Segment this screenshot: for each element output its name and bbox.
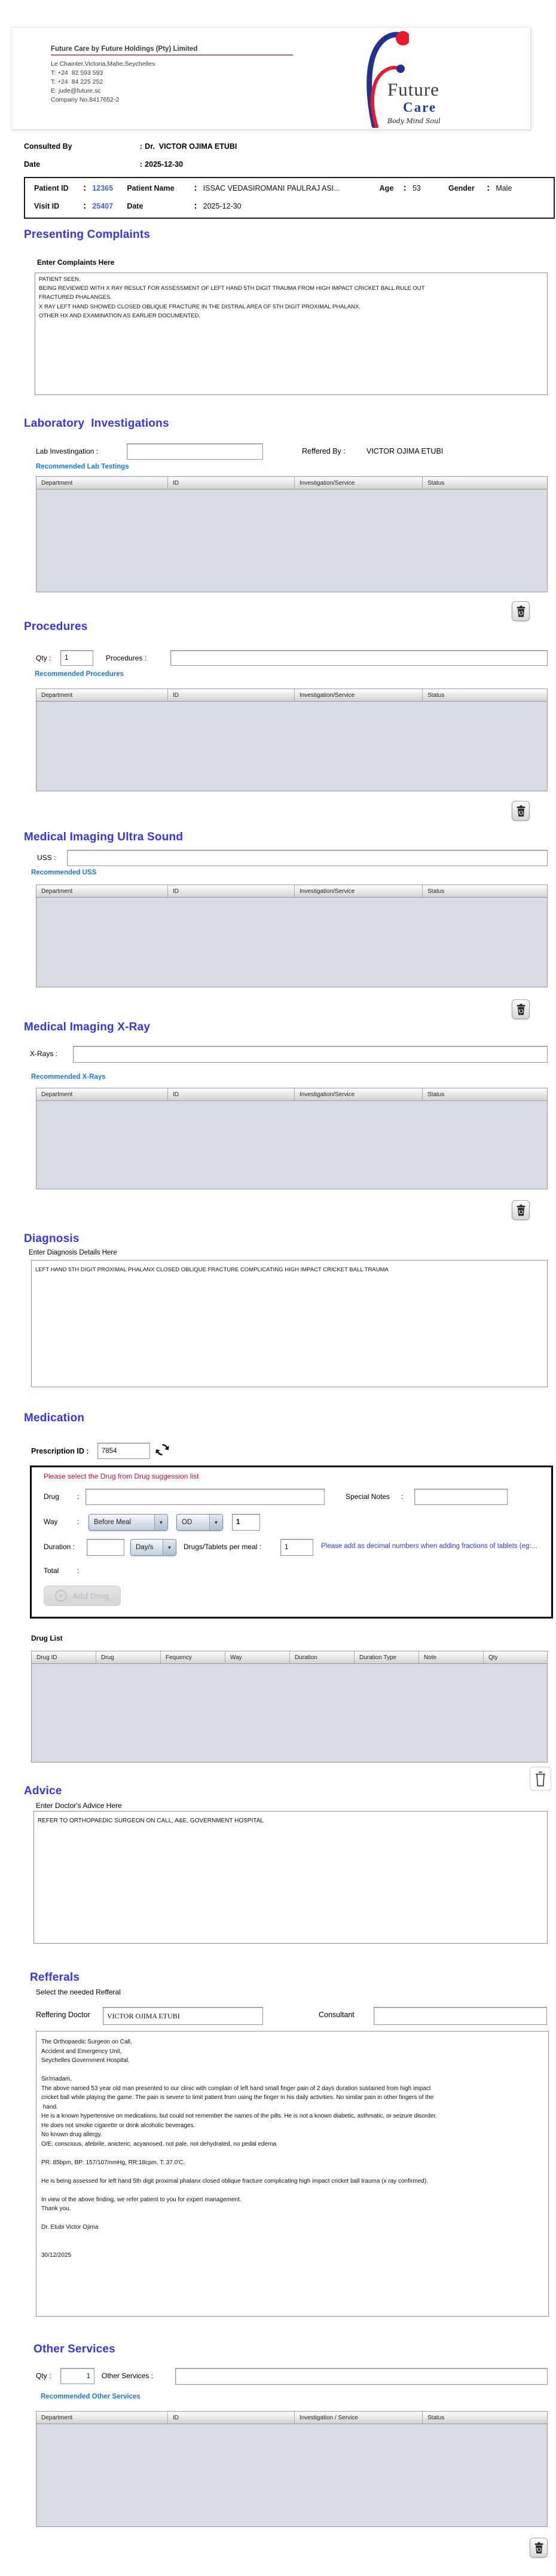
lab-investigation-label: Lab Investingation : (36, 447, 99, 455)
table-header-row (36, 2411, 548, 2424)
xray-table-body[interactable] (36, 1101, 548, 1189)
diagnosis-textarea[interactable] (31, 1260, 548, 1387)
title-divider (51, 54, 293, 56)
add-drug-button[interactable] (44, 1586, 121, 1606)
colon: : (77, 1518, 80, 1526)
column-header: Fequency (161, 1651, 225, 1663)
drug-input[interactable] (85, 1489, 325, 1505)
lab-table-body[interactable] (36, 489, 548, 592)
column-header: Way (225, 1651, 290, 1663)
uss-trash-button[interactable] (512, 999, 530, 1019)
colon: : (140, 142, 143, 151)
company-address: Le Chainter,Victoria,Mahe,Seychelles (51, 60, 155, 68)
fraction-note: Please add as decimal numbers when adding fractions of tablets (eg:... (321, 1543, 537, 1550)
age-label: Age (379, 184, 394, 192)
column-header: Investigation / Service (295, 2412, 423, 2424)
column-header: Qty (488, 1654, 498, 1661)
column-header: Status (427, 692, 445, 699)
column-header: Investigation/Service (295, 885, 423, 897)
diagnosis-label: Enter Diagnosis Details Here (29, 1249, 117, 1256)
column-header: Investigation/Service (295, 689, 423, 701)
other-qty-label: Qty : (36, 2372, 51, 2380)
age-value: 53 (412, 184, 421, 192)
section-title-presenting-complaints: Presenting Complaints (24, 228, 151, 241)
special-notes-label: Special Notes (346, 1492, 390, 1501)
consulted-by-row (24, 142, 237, 151)
other-services-input[interactable] (175, 2368, 548, 2385)
referral-letter-textarea[interactable] (36, 2031, 549, 2317)
drug-list-label: Drug List (31, 1634, 63, 1642)
column-header: Investigation/Service (295, 1088, 423, 1100)
trash-icon (516, 1004, 526, 1015)
column-header: Status (427, 1091, 445, 1098)
consulted-by-label: Consulted By (24, 142, 72, 151)
frequency-select[interactable] (176, 1514, 223, 1531)
complaints-label: Enter Complaints Here (37, 258, 115, 267)
xray-table (36, 1088, 548, 1189)
future-care-logo (361, 29, 478, 128)
drug-list-trash-button[interactable] (530, 1767, 551, 1791)
drug-list-table (31, 1651, 548, 1763)
colon: : (83, 183, 87, 193)
referred-by-label: Reffered By : (302, 447, 346, 455)
way-meal-value: Before Meal (94, 1519, 132, 1526)
frequency-value: OD (182, 1519, 193, 1526)
drug-label: Drug (44, 1492, 60, 1501)
section-title-advice: Advice (24, 1785, 62, 1797)
xray-label: X-Rays : (30, 1050, 58, 1058)
trash-icon (516, 805, 526, 817)
duration-label: Duration : (44, 1543, 75, 1551)
per-meal-input[interactable] (280, 1539, 313, 1556)
table-header-row (36, 885, 548, 898)
referral-subtitle: Select the needed Refferal (36, 1988, 121, 1996)
duration-unit-select[interactable] (130, 1539, 176, 1556)
refresh-icon (154, 1442, 170, 1458)
other-services-label: Other Services : (102, 2372, 154, 2380)
column-header: Drug (96, 1651, 161, 1663)
trash-icon (516, 605, 526, 617)
total-label: Total (44, 1567, 59, 1575)
company-name: Future Care by Future Holdings (Pty) Limited (51, 45, 198, 53)
column-header: Investigation/Service (295, 477, 423, 489)
column-header: Department (36, 885, 168, 897)
colon: : (401, 1492, 404, 1501)
company-phone-1: T: +24 82 593 593 (51, 69, 103, 77)
plus-icon: + (55, 1590, 67, 1602)
per-meal-label: Drugs/Tablets per meal : (184, 1543, 262, 1551)
referring-doctor-label: Reffering Doctor (36, 2011, 90, 2019)
drug-list-table-body[interactable] (31, 1664, 548, 1763)
referred-by-value: VICTOR OJIMA ETUBI (366, 447, 444, 455)
visit-id-label: Visit ID (34, 202, 60, 210)
other-services-table (36, 2411, 548, 2527)
section-title-diagnosis: Diagnosis (24, 1232, 80, 1245)
procedures-table (36, 689, 548, 791)
column-header: Note (419, 1651, 484, 1663)
advice-label: Enter Doctor's Advice Here (36, 1801, 122, 1810)
way-meal-select[interactable] (88, 1514, 168, 1531)
way-qty-input[interactable] (232, 1514, 260, 1531)
procedures-qty-label: Qty : (36, 654, 51, 662)
consulted-by-value: Dr. VICTOR OJIMA ETUBI (145, 142, 237, 151)
colon: : (83, 201, 87, 211)
patient-summary-bar (24, 177, 555, 219)
uss-input[interactable] (67, 850, 548, 866)
patient-row-1 (34, 183, 512, 194)
column-header: Drug ID (32, 1651, 96, 1663)
procedures-input[interactable] (170, 650, 548, 666)
drug-entry-panel (30, 1466, 553, 1619)
duration-unit-value: Day/s (136, 1544, 154, 1551)
company-email: E: jude@future.sc (51, 87, 101, 94)
logo-tagline: Body Mind Soul (387, 117, 441, 125)
procedures-trash-button[interactable] (512, 801, 530, 821)
company-phone-2: T: +24 84 225 252 (51, 78, 103, 85)
procedures-table-body[interactable] (36, 702, 548, 791)
prescription-id-label: Prescription ID : (31, 1447, 89, 1455)
way-label: Way (44, 1518, 58, 1526)
gender-label: Gender (448, 184, 475, 192)
other-services-table-body[interactable] (36, 2424, 548, 2527)
add-drug-label: Add Drug (72, 1591, 109, 1601)
consultant-input[interactable] (374, 2007, 547, 2025)
column-header: Status (427, 2415, 445, 2421)
patient-id-label: Patient ID (34, 184, 69, 192)
recommended-procedures-link[interactable]: Recommended Procedures (35, 671, 124, 678)
colon: : (486, 183, 490, 193)
consult-date-row (24, 160, 183, 169)
logo-word-care: Care (403, 100, 437, 115)
column-header: Department (36, 689, 168, 701)
table-header-row (31, 1651, 548, 1664)
section-title-medication: Medication (24, 1412, 85, 1424)
gender-value: Male (496, 184, 512, 192)
special-notes-input[interactable] (414, 1489, 508, 1505)
visit-date-label: Date (127, 202, 143, 210)
colon: : (194, 183, 197, 193)
recommended-xray-link[interactable]: Recommended X-Rays (31, 1073, 106, 1081)
chevron-down-icon: ▼ (209, 1515, 222, 1530)
complaints-textarea[interactable] (35, 273, 548, 395)
recommended-lab-testings-link[interactable]: Recommended Lab Testings (36, 463, 129, 470)
section-title-referrals: Refferals (30, 1971, 80, 1984)
advice-textarea[interactable] (33, 1811, 548, 1944)
section-title-procedures: Procedures (24, 620, 88, 633)
column-header: ID (168, 477, 295, 489)
column-header: Department (36, 1088, 168, 1100)
company-info (51, 45, 293, 105)
xray-trash-button[interactable] (512, 1200, 530, 1220)
column-header: Department (36, 2412, 168, 2424)
duration-input[interactable] (87, 1539, 124, 1556)
colon: : (194, 201, 197, 211)
colon: : (403, 183, 407, 193)
procedures-label: Procedures : (106, 654, 147, 662)
drug-suggestion-note: Please select the Drug from Drug suggession list (44, 1472, 199, 1480)
column-header: ID (168, 2412, 295, 2424)
chevron-down-icon: ▼ (154, 1515, 167, 1530)
patient-id-value: 12365 (92, 184, 114, 192)
section-title-laboratory: Laboratory Investigations (24, 417, 169, 430)
trash-icon (534, 2542, 544, 2554)
column-header: Duration (290, 1651, 355, 1663)
patient-row-2 (34, 201, 242, 212)
xray-input[interactable] (73, 1046, 548, 1063)
other-services-trash-button[interactable] (530, 2538, 548, 2557)
visit-id-value: 25407 (92, 202, 114, 210)
logo-swoosh-icon (361, 29, 409, 128)
lab-trash-button[interactable] (512, 601, 530, 621)
column-header: Department (36, 477, 168, 489)
logo-word-future: Future (387, 79, 439, 100)
consult-date-label: Date (24, 160, 41, 169)
section-title-xray: Medical Imaging X-Ray (24, 1021, 151, 1033)
column-header: ID (168, 1088, 295, 1100)
uss-label: USS : (37, 853, 56, 862)
colon: : (77, 1567, 80, 1575)
lab-tests-table (36, 476, 548, 592)
column-header: Duration Type (355, 1651, 419, 1663)
colon: : (77, 1492, 80, 1501)
colon: : (140, 160, 143, 169)
table-header-row (36, 689, 548, 702)
patient-name-label: Patient Name (127, 184, 175, 192)
patient-name-value: ISSAC VEDASIROMANI PAULRAJ ASI... (203, 184, 340, 192)
recommended-other-services-link[interactable]: Recommended Other Services (41, 2393, 140, 2400)
procedures-qty-input[interactable] (60, 650, 93, 666)
table-header-row (36, 1088, 548, 1101)
visit-date-value: 2025-12-30 (203, 202, 242, 210)
uss-table (36, 885, 548, 987)
prescription-id-input[interactable] (97, 1443, 150, 1459)
lab-investigation-input[interactable] (127, 443, 263, 460)
recommended-uss-link[interactable]: Recommended USS (31, 869, 97, 876)
column-header: Status (427, 888, 445, 895)
consultant-label: Consultant (319, 2011, 355, 2019)
column-header: Status (427, 480, 445, 487)
section-title-other-services: Other Services (33, 2343, 115, 2355)
uss-table-body[interactable] (36, 898, 548, 987)
trash-icon (534, 1771, 547, 1787)
consult-date-value: 2025-12-30 (145, 160, 184, 169)
referring-doctor-input[interactable] (103, 2007, 263, 2025)
letterhead (11, 27, 531, 130)
company-number: Company No.8417652-2 (51, 96, 120, 103)
column-header: ID (168, 689, 295, 701)
chevron-down-icon: ▼ (163, 1540, 176, 1555)
section-title-ultrasound: Medical Imaging Ultra Sound (24, 831, 184, 843)
refresh-prescription-button[interactable] (154, 1442, 170, 1460)
table-header-row (36, 476, 548, 489)
other-qty-input[interactable] (60, 2368, 94, 2384)
column-header: ID (168, 885, 295, 897)
trash-icon (516, 1204, 526, 1216)
